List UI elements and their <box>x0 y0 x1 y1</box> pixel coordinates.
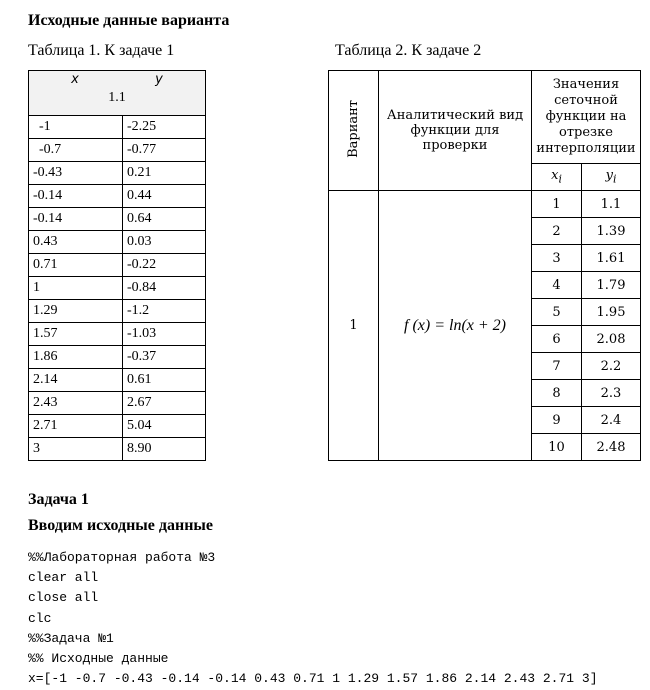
code-block <box>28 548 598 689</box>
y-cell: 0.64 <box>123 208 206 231</box>
x-cell: 2.14 <box>29 369 123 392</box>
y-cell: 0.61 <box>123 369 206 392</box>
yi-cell: 1.1 <box>582 191 641 218</box>
task-title: Задача 1 <box>28 491 89 508</box>
table-row <box>329 191 641 218</box>
x-cell: 1.29 <box>29 300 123 323</box>
table1 <box>28 70 206 461</box>
x-cell: 0.71 <box>29 254 123 277</box>
y-cell: -0.84 <box>123 277 206 300</box>
code-line: close all <box>28 590 99 606</box>
xi-cell: 7 <box>532 353 582 380</box>
y-cell: 0.03 <box>123 231 206 254</box>
table-row <box>29 323 206 346</box>
yi-cell: 2.2 <box>582 353 641 380</box>
x-cell: -1 <box>29 116 123 139</box>
table2 <box>328 70 641 461</box>
y-cell: 0.44 <box>123 185 206 208</box>
yi-cell: 2.3 <box>582 380 641 407</box>
yi-cell: 1.39 <box>582 218 641 245</box>
x-cell: 1.57 <box>29 323 123 346</box>
x-cell: 1.86 <box>29 346 123 369</box>
table-row <box>29 139 206 162</box>
yi-cell: 2.48 <box>582 434 641 461</box>
y-cell: 2.67 <box>123 392 206 415</box>
y-cell: -0.22 <box>123 254 206 277</box>
yi-cell: 2.4 <box>582 407 641 434</box>
xi-cell: 9 <box>532 407 582 434</box>
yi-cell: 1.79 <box>582 272 641 299</box>
x-cell: 2.71 <box>29 415 123 438</box>
table-row <box>29 116 206 139</box>
y-cell: -1.03 <box>123 323 206 346</box>
code-line: %%Лабораторная работа №3 <box>28 550 216 565</box>
y-cell: 5.04 <box>123 415 206 438</box>
yi-cell: 1.95 <box>582 299 641 326</box>
yi-cell: 2.08 <box>582 326 641 353</box>
x-cell: -0.7 <box>29 139 123 162</box>
xi-cell: 8 <box>532 380 582 407</box>
function-header: Аналитический вид функции для проверки <box>379 71 532 191</box>
y-cell: -2.25 <box>123 116 206 139</box>
xi-cell: 2 <box>532 218 582 245</box>
xi-header: $x_i$ <box>532 164 582 191</box>
table-row <box>29 162 206 185</box>
code-line: clear all <box>28 570 99 586</box>
x-cell: 3 <box>29 438 123 461</box>
table-row <box>29 415 206 438</box>
table2-caption: Таблица 2. К задаче 2 <box>335 42 482 59</box>
xi-cell: 1 <box>532 191 582 218</box>
x-cell: 1 <box>29 277 123 300</box>
xi-cell: 6 <box>532 326 582 353</box>
function-cell: f (x) = ln(x + 2) <box>379 191 532 461</box>
header-x: x <box>71 72 79 87</box>
table-row <box>29 392 206 415</box>
variant-cell: 1 <box>329 191 379 461</box>
y-cell: 8.90 <box>123 438 206 461</box>
header-sub: 1.1 <box>108 90 126 105</box>
xi-cell: 3 <box>532 245 582 272</box>
xi-cell: 10 <box>532 434 582 461</box>
header-y: y <box>155 72 163 87</box>
xi-cell: 5 <box>532 299 582 326</box>
code-line: %%Задача №1 <box>28 630 114 646</box>
task-subtitle: Вводим исходные данные <box>28 517 214 534</box>
yi-header: $y_i$ <box>582 164 641 191</box>
y-cell: -1.2 <box>123 300 206 323</box>
y-cell: -0.37 <box>123 346 206 369</box>
code-line: x=[-1 -0.7 -0.43 -0.14 -0.14 0.43 0.71 1 1.29 1.57 1.86 2.14 2.43 2.71 3] <box>28 671 598 687</box>
table-row <box>29 438 206 461</box>
table1-caption: Таблица 1. К задаче 1 <box>28 42 175 59</box>
table-row <box>29 277 206 300</box>
table-row <box>29 300 206 323</box>
code-line: clc <box>28 610 52 626</box>
x-cell: -0.14 <box>29 208 123 231</box>
table-row <box>29 208 206 231</box>
xi-cell: 4 <box>532 272 582 299</box>
table-row <box>29 369 206 392</box>
x-cell: 2.43 <box>29 392 123 415</box>
yi-cell: 1.61 <box>582 245 641 272</box>
x-cell: -0.43 <box>29 162 123 185</box>
values-header: Значения сеточной функции на отрезке интерполяции <box>532 71 641 164</box>
table-row <box>29 254 206 277</box>
y-cell: -0.77 <box>123 139 206 162</box>
table1-header <box>29 71 206 116</box>
variant-header: Вариант <box>329 71 379 191</box>
y-cell: 0.21 <box>123 162 206 185</box>
section-title: Исходные данные варианта <box>28 12 230 29</box>
table-row <box>29 231 206 254</box>
code-line: %% Исходные данные <box>28 651 169 667</box>
table-row <box>29 185 206 208</box>
x-cell: 0.43 <box>29 231 123 254</box>
table-row <box>29 346 206 369</box>
x-cell: -0.14 <box>29 185 123 208</box>
